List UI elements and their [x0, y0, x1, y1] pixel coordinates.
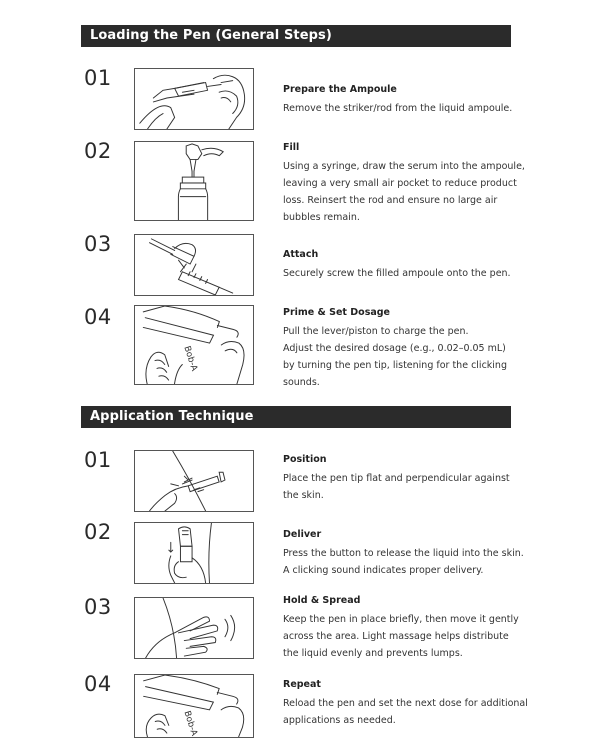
step-number: 01	[84, 66, 112, 90]
step-title: Position	[283, 454, 327, 465]
hold-spread-illustration	[134, 597, 254, 659]
step-description-line: Keep the pen in place briefly, then move it gently	[283, 614, 519, 625]
step-title: Repeat	[283, 679, 321, 690]
pen-label-text: Bob-A	[181, 344, 199, 373]
step-number: 03	[84, 232, 112, 256]
step-description-line: A clicking sound indicates proper delivery.	[283, 565, 484, 576]
step-description-line: loss. Reinsert the rod and ensure no large air	[283, 195, 498, 206]
step-number: 04	[84, 305, 112, 329]
step-description-line: across the area. Light massage helps distribute	[283, 631, 509, 642]
step-description-line: Adjust the desired dosage (e.g., 0.02–0.05 mL)	[283, 343, 506, 354]
step-description-line: Press the button to release the liquid into the skin.	[283, 548, 524, 559]
step-number: 03	[84, 595, 112, 619]
step-description-line: Using a syringe, draw the serum into the ampoule,	[283, 161, 525, 172]
step-description-line: the liquid evenly and prevents lumps.	[283, 648, 463, 659]
step-number: 01	[84, 448, 112, 472]
step-number: 02	[84, 520, 112, 544]
step-title: Hold & Spread	[283, 595, 361, 606]
step-description-line: Place the pen tip flat and perpendicular against	[283, 473, 510, 484]
repeat-reload-illustration	[134, 674, 254, 738]
step-description-line: bubbles remain.	[283, 212, 360, 223]
step-number: 02	[84, 139, 112, 163]
step-description-line: Reload the pen and set the next dose for additional	[283, 698, 528, 709]
step-title: Attach	[283, 249, 319, 260]
fill-ampoule-illustration	[134, 141, 254, 221]
step-description-line: sounds.	[283, 377, 320, 388]
step-title: Prepare the Ampoule	[283, 84, 397, 95]
prime-dosage-illustration	[134, 305, 254, 385]
prepare-ampoule-illustration	[134, 68, 254, 130]
step-title: Deliver	[283, 529, 322, 540]
section-header-loading: Loading the Pen (General Steps)	[81, 25, 511, 47]
step-title: Prime & Set Dosage	[283, 307, 391, 318]
step-title: Fill	[283, 142, 300, 153]
step-description-line: the skin.	[283, 490, 324, 501]
step-description-line: by turning the pen tip, listening for the clicking	[283, 360, 507, 371]
step-number: 04	[84, 672, 112, 696]
pen-label-text: Bob-A	[181, 709, 199, 737]
step-description-line: Pull the lever/piston to charge the pen.	[283, 326, 469, 337]
section-header-application: Application Technique	[81, 406, 511, 428]
step-description-line: applications as needed.	[283, 715, 396, 726]
step-description-line: Remove the striker/rod from the liquid ampoule.	[283, 103, 513, 114]
step-description-line: Securely screw the filled ampoule onto the pen.	[283, 268, 511, 279]
deliver-dose-illustration	[134, 522, 254, 584]
position-pen-illustration	[134, 450, 254, 512]
attach-ampoule-illustration	[134, 234, 254, 296]
step-description-line: leaving a very small air pocket to reduce product	[283, 178, 517, 189]
